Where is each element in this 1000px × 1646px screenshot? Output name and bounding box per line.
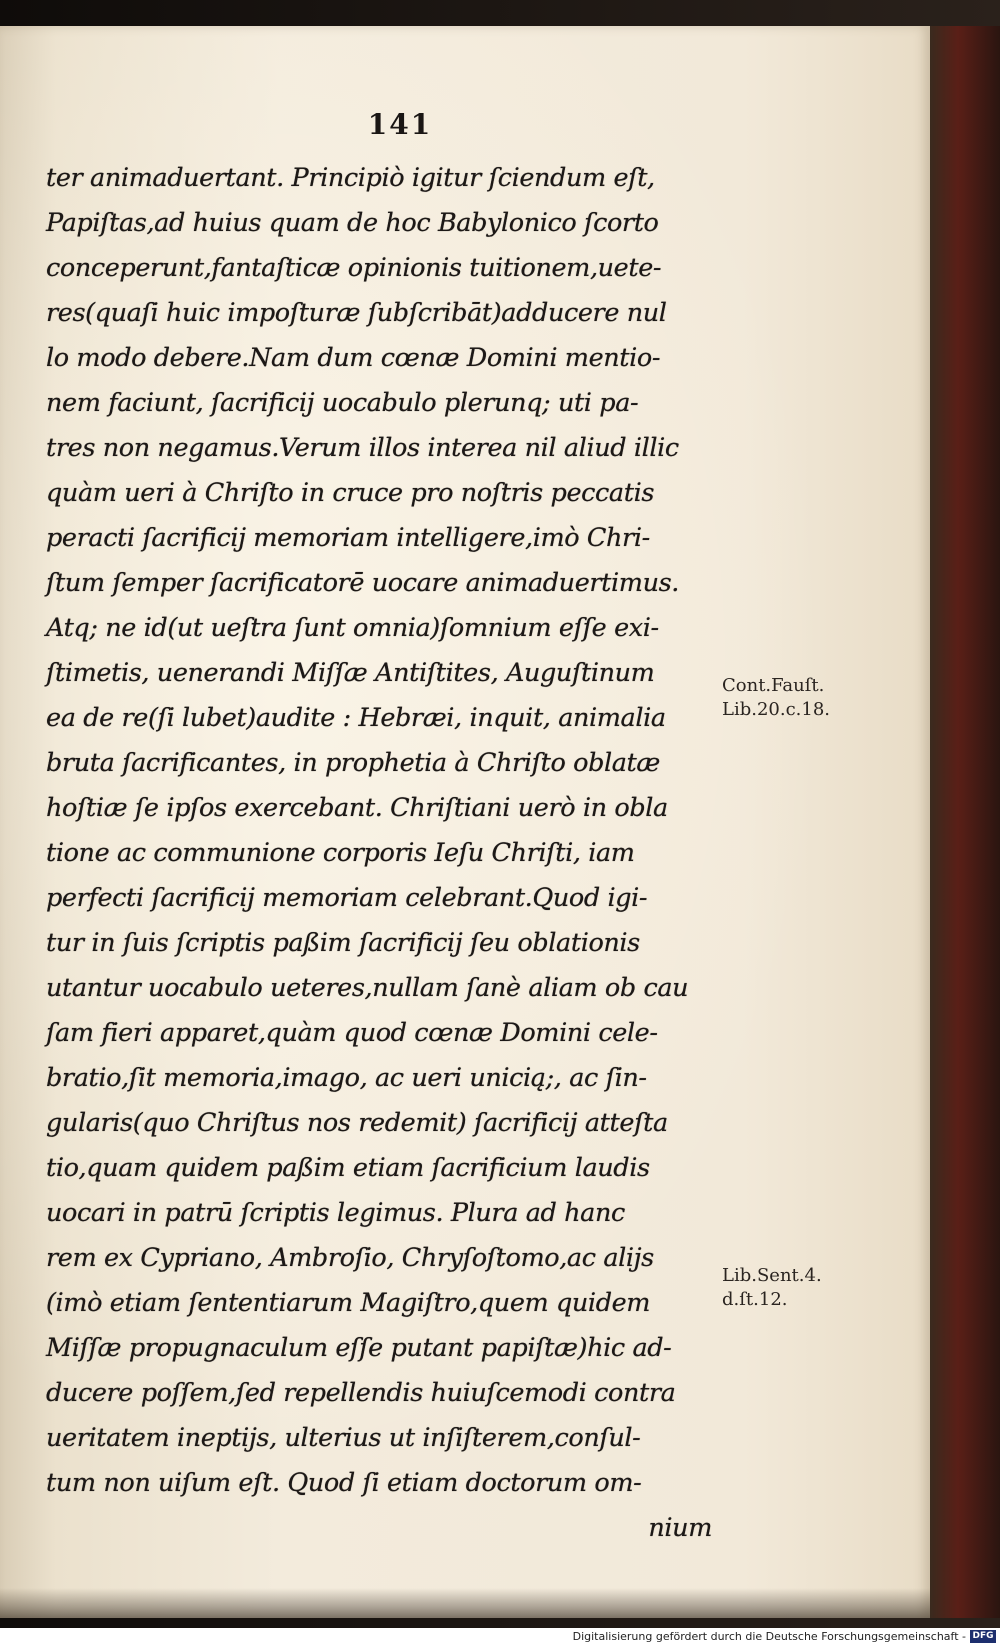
text-line: tione ac communione corporis Ieſu Chriſti, iam bbox=[46, 838, 635, 868]
margin-note-augustine bbox=[722, 674, 830, 722]
text-line: Papiſtas,ad huius quam de hoc Babylonico ſcorto bbox=[46, 208, 659, 238]
text-line: bruta ſacrificantes, in prophetia à Chriſto oblatæ bbox=[46, 748, 660, 778]
text-line: gularis(quo Chriſtus nos redemit) ſacrificij atteſta bbox=[46, 1108, 668, 1138]
text-line: ſtum ſemper ſacrificatorē uocare animaduertimus. bbox=[46, 568, 679, 598]
text-line: bratio,ſit memoria,imago, ac ueri unicią;, ac ſin- bbox=[46, 1063, 647, 1093]
text-line: ea de re(ſi lubet)audite : Hebræi, inquit, animalia bbox=[46, 703, 666, 733]
funding-credit: Digitalisierung gefördert durch die Deutsche Forschungsgemeinschaft - bbox=[572, 1630, 966, 1643]
text-line: conceperunt,fantaſticæ opinionis tuitionem,uete- bbox=[46, 253, 662, 283]
dfg-logo: DFG bbox=[970, 1630, 996, 1643]
text-line: lo modo debere.Nam dum cœnæ Domini mentio- bbox=[46, 343, 661, 373]
text-line: Miſſæ propugnaculum eſſe putant papiſtæ)hic ad- bbox=[46, 1333, 672, 1363]
text-line: tum non uiſum eſt. Quod ſi etiam doctorum om- bbox=[46, 1468, 642, 1498]
text-line: nem faciunt, ſacrificij uocabulo plerunq; uti pa- bbox=[46, 388, 639, 418]
book-edge bbox=[930, 26, 1000, 1618]
text-line: rem ex Cypriano, Ambroſio, Chryſoſtomo,ac alijs bbox=[46, 1243, 654, 1273]
text-line: res(quaſi huic impoſturæ ſubſcribāt)adducere nul bbox=[46, 298, 667, 328]
margin-note-line: Cont.Fauſt. bbox=[722, 675, 825, 696]
text-line: perfecti ſacrificij memoriam celebrant.Quod igi- bbox=[46, 883, 648, 913]
page-bottom-shadow bbox=[0, 1588, 930, 1618]
margin-note-sentences bbox=[722, 1264, 822, 1312]
text-line: ſam fieri apparet,quàm quod cœnæ Domini cele- bbox=[46, 1018, 658, 1048]
margin-note-line: Lib.20.c.18. bbox=[722, 699, 831, 720]
body-text bbox=[46, 156, 716, 1551]
text-line: peracti ſacrificij memoriam intelligere,imò Chri- bbox=[46, 523, 650, 553]
text-line: ueritatem ineptijs, ulterius ut inſiſterem,conſul- bbox=[46, 1423, 641, 1453]
margin-note-line: Lib.Sent.4. bbox=[722, 1265, 822, 1286]
catchword: nium bbox=[648, 1513, 712, 1543]
text-line: Atq; ne id(ut ueſtra ſunt omnia)ſomnium eſſe exi- bbox=[46, 613, 659, 643]
text-line: tio,quam quidem paßim etiam ſacrificium laudis bbox=[46, 1153, 650, 1183]
text-line: ter animaduertant. Principiò igitur ſciendum eſt, bbox=[46, 163, 655, 193]
text-line: uocari in patrū ſcriptis legimus. Plura ad hanc bbox=[46, 1198, 625, 1228]
text-line: ſtimetis, uenerandi Miſſæ Antiſtites, Auguſtinum bbox=[46, 658, 655, 688]
text-line: hoſtiæ ſe ipſos exercebant. Chriſtiani uerò in obla bbox=[46, 793, 668, 823]
text-line: ducere poſſem,ſed repellendis huiuſcemodi contra bbox=[46, 1378, 676, 1408]
text-line: tur in ſuis ſcriptis paßim ſacrificij ſeu oblationis bbox=[46, 928, 640, 958]
margin-note-line: d.ſt.12. bbox=[722, 1289, 788, 1310]
text-line: tres non negamus.Verum illos interea nil aliud illic bbox=[46, 433, 679, 463]
page-number: 141 bbox=[367, 108, 433, 141]
text-line: utantur uocabulo ueteres,nullam ſanè aliam ob cau bbox=[46, 973, 689, 1003]
text-line: quàm ueri à Chriſto in cruce pro noſtris peccatis bbox=[46, 478, 655, 508]
text-line: (imò etiam ſententiarum Magiſtro,quem quidem bbox=[46, 1288, 651, 1318]
